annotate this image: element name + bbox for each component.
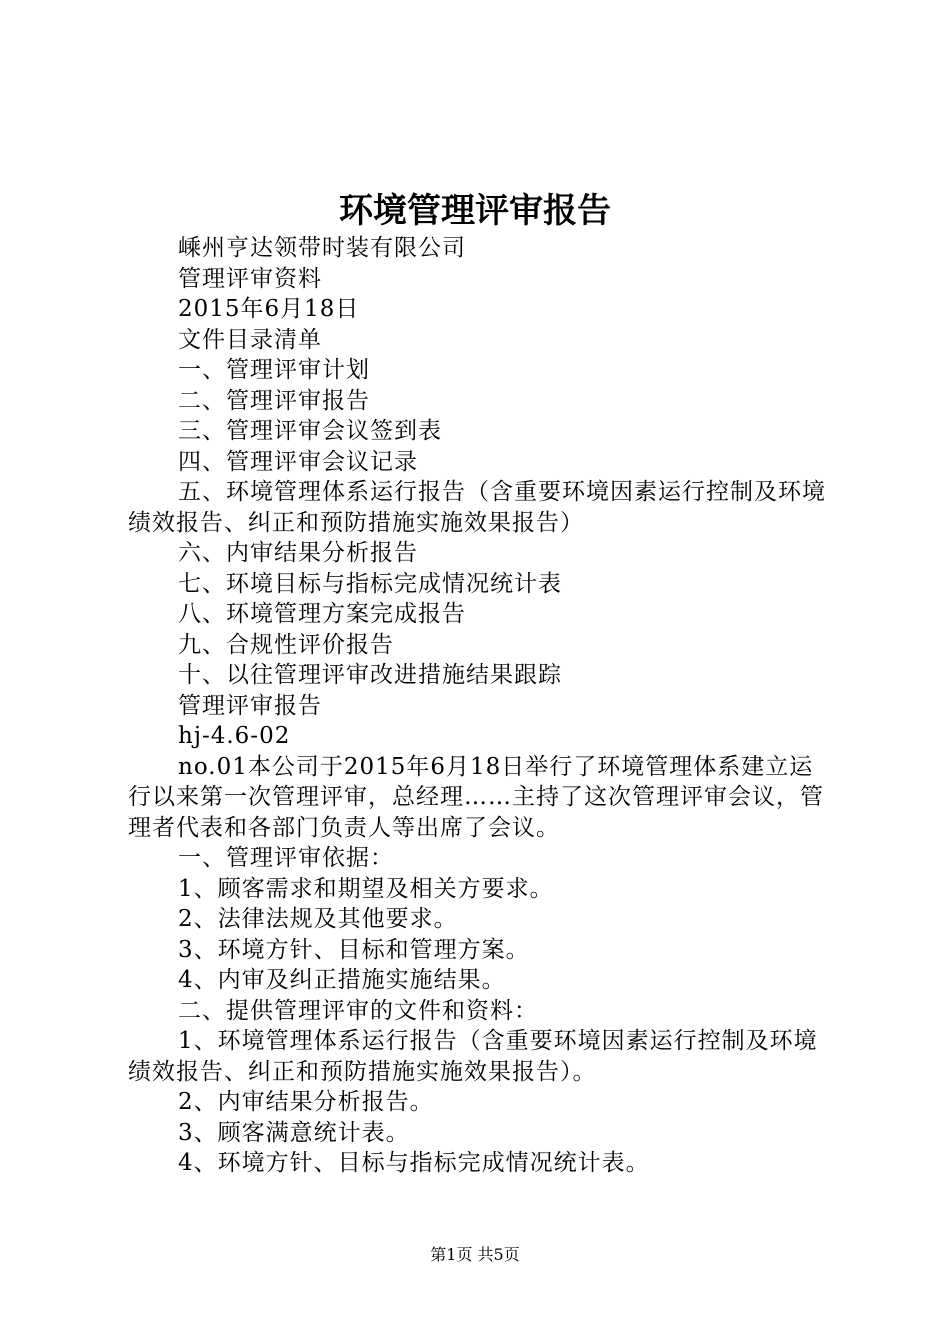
- paragraph: 1、顾客需求和期望及相关方要求。: [178, 875, 554, 902]
- paragraph: 十、以往管理评审改进措施结果跟踪: [178, 662, 562, 688]
- paragraph: 七、环境目标与指标完成情况统计表: [178, 570, 562, 597]
- paragraph: 二、管理评审报告: [178, 387, 370, 414]
- paragraph: 2015年6月18日: [178, 296, 360, 322]
- paragraph: 一、管理评审依据：: [178, 845, 394, 871]
- paragraph: 一、管理评审计划: [178, 357, 370, 383]
- paragraph: 2、法律法规及其他要求。: [178, 906, 458, 932]
- paragraph: hj-4.6-02: [178, 723, 291, 749]
- paragraph: 九、合规性评价报告: [178, 631, 394, 658]
- paragraph: 1、环境管理体系运行报告（含重要环境因素运行控制及环境绩效报告、纠正和预防措施实施效果报告）。: [128, 1028, 818, 1085]
- paragraph: 三、管理评审会议签到表: [178, 418, 442, 444]
- paragraph: 3、顾客满意统计表。: [178, 1119, 410, 1146]
- paragraph: 四、管理评审会议记录: [178, 448, 418, 475]
- paragraph: 管理评审资料: [178, 265, 322, 292]
- paragraph: 3、环境方针、目标和管理方案。: [178, 936, 530, 963]
- paragraph: 文件目录清单: [178, 326, 322, 353]
- paragraph: 2、内审结果分析报告。: [178, 1089, 434, 1115]
- paragraph: 嵊州亨达领带时装有限公司: [178, 235, 466, 261]
- paragraph: 八、环境管理方案完成报告: [178, 601, 466, 627]
- paragraph: 二、提供管理评审的文件和资料：: [178, 997, 538, 1024]
- paragraph: 4、环境方针、目标与指标完成情况统计表。: [178, 1150, 650, 1176]
- paragraph: 管理评审报告: [178, 692, 322, 719]
- paragraph: 六、内审结果分析报告: [178, 540, 418, 566]
- document-title: 环境管理评审报告: [339, 191, 611, 231]
- paragraph: 4、内审及纠正措施实施结果。: [178, 967, 506, 993]
- paragraph: 五、环境管理体系运行报告（含重要环境因素运行控制及环境绩效报告、纠正和预防措施实施效果报告）: [128, 479, 826, 536]
- document-body: [128, 233, 833, 1179]
- page-footer: 第1页 共5页: [430, 1245, 520, 1264]
- paragraph: no.01本公司于2015年6月18日举行了环境管理体系建立运行以来第一次管理评审，总经理……主持了这次管理评审会议，管理者代表和各部门负责人等出席了会议。: [128, 753, 824, 841]
